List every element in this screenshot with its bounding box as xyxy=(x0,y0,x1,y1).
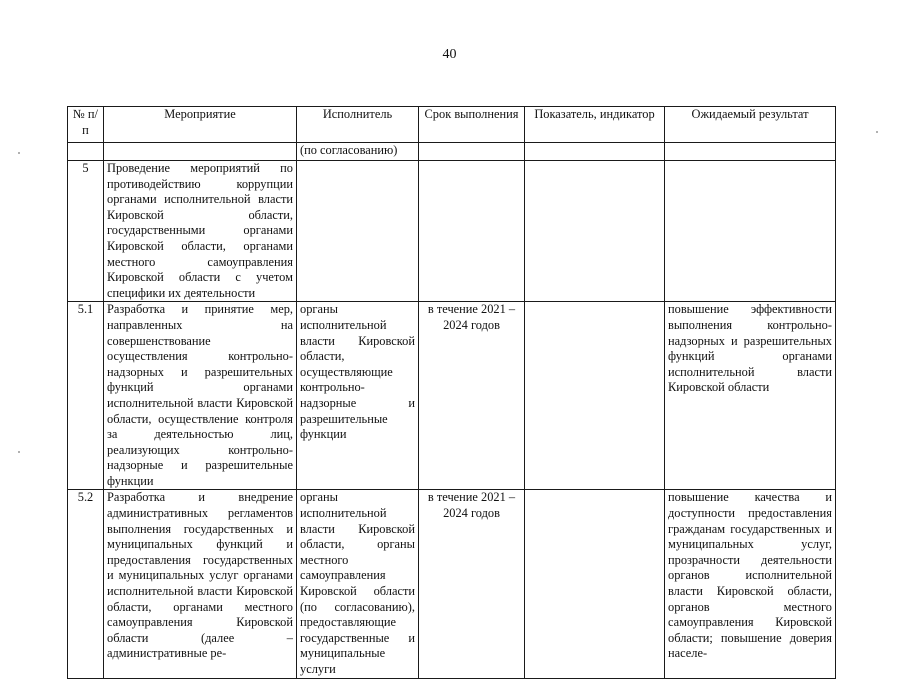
cell-result: повышение качества и доступности предоставления гражданам государственных и муниципальных услуг, прозрачности деятельности органов исполнительной власти Кировской области, органов местного самоуправления Кировской области; повышение доверия населе- xyxy=(665,490,836,678)
cell-indicator xyxy=(525,490,665,678)
action-plan-table xyxy=(67,106,836,679)
cell-executor xyxy=(297,161,419,302)
cell-result xyxy=(665,161,836,302)
table-row xyxy=(68,490,836,678)
cell-executor: органы исполнительной власти Кировской области, органы местного самоуправления Кировской области (по согласованию), предоставляющие государственные и муниципальные услуги xyxy=(297,490,419,678)
cell-indicator xyxy=(525,302,665,490)
cell-executor: (по согласованию) xyxy=(297,143,419,161)
table-row xyxy=(68,302,836,490)
scan-speck xyxy=(18,451,20,453)
table-header-row xyxy=(68,107,836,143)
cell-result: повышение эффективности выполнения контрольно-надзорных и разрешительных функций органами исполнительной власти Кировской области xyxy=(665,302,836,490)
cell-number: 5 xyxy=(68,161,104,302)
header-executor: Исполнитель xyxy=(297,107,419,143)
scan-speck xyxy=(876,131,878,133)
cell-result xyxy=(665,143,836,161)
cell-activity xyxy=(104,143,297,161)
continuation-row xyxy=(68,143,836,161)
cell-activity: Проведение мероприятий по противодействию коррупции органами исполнительной власти Кировской области, государственными органами Кировской области, органами местного самоуправления Кировской области с учетом специфики их деятельности xyxy=(104,161,297,302)
cell-indicator xyxy=(525,161,665,302)
page-number: 40 xyxy=(442,47,457,62)
cell-activity: Разработка и внедрение административных регламентов выполнения государственных и муниципальных функций и предоставления государственных и муниципальных услуг органами исполнительной власти Кировской области, органами местного самоуправления Кировской области (далее – административные ре- xyxy=(104,490,297,678)
cell-deadline: в течение 2021 – 2024 годов xyxy=(419,302,525,490)
cell-deadline: в течение 2021 – 2024 годов xyxy=(419,490,525,678)
header-number: № п/п xyxy=(68,107,104,143)
cell-number xyxy=(68,143,104,161)
cell-number: 5.1 xyxy=(68,302,104,490)
header-activity: Мероприятие xyxy=(104,107,297,143)
cell-activity: Разработка и принятие мер, направленных на совершенствование осуществления контрольно-надзорных и разрешительных функций органами исполнительной власти Кировской области, осуществление контроля за деятельностью лиц, реализующих контрольно-надзорные и разрешительные функции xyxy=(104,302,297,490)
cell-deadline xyxy=(419,143,525,161)
header-indicator: Показатель, индикатор xyxy=(525,107,665,143)
scan-speck xyxy=(18,152,20,154)
header-deadline: Срок выполнения xyxy=(419,107,525,143)
header-expected-result: Ожидаемый результат xyxy=(665,107,836,143)
cell-indicator xyxy=(525,143,665,161)
cell-number: 5.2 xyxy=(68,490,104,678)
cell-deadline xyxy=(419,161,525,302)
cell-executor: органы исполнительной власти Кировской области, осуществляющие контрольно-надзорные и разрешительные функции xyxy=(297,302,419,490)
table-row xyxy=(68,161,836,302)
